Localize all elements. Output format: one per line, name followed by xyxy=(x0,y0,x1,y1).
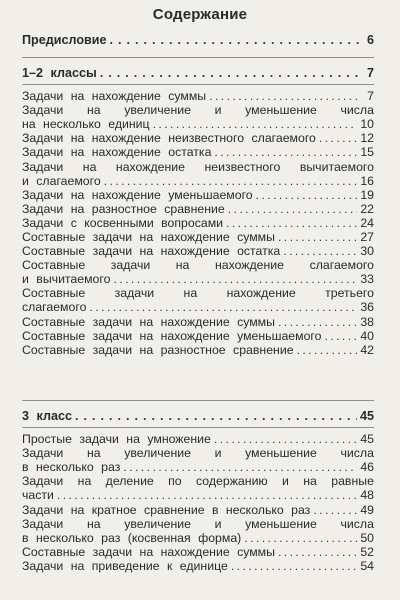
toc-entry-line xyxy=(22,258,374,272)
leader-dots xyxy=(226,216,357,230)
page-number: 50 xyxy=(360,530,374,545)
toc-entry-line xyxy=(22,286,374,300)
page-number: 16 xyxy=(360,173,374,188)
toc-entry-line xyxy=(22,117,374,131)
toc-entry-line xyxy=(22,329,374,343)
toc-entry-text: Задачи с косвенными вопросами xyxy=(22,215,224,230)
leader-dots xyxy=(283,244,357,258)
page-number: 19 xyxy=(360,187,374,202)
toc-entry-text: и слагаемого xyxy=(22,173,101,188)
section-divider xyxy=(22,400,374,401)
toc-entry[interactable] xyxy=(22,103,374,131)
toc-entry-text: в несколько раз (косвенная форма) xyxy=(22,530,242,545)
toc-entry[interactable] xyxy=(22,188,374,202)
page-number: 48 xyxy=(360,488,374,503)
toc-entry-line xyxy=(22,559,374,573)
toc-entry-line xyxy=(22,315,374,329)
toc-entry[interactable] xyxy=(22,474,374,502)
leader-dots xyxy=(278,545,357,559)
toc-entry-text: Задачи на нахождение суммы xyxy=(22,89,207,103)
leader-dots xyxy=(75,409,357,423)
page-number: 42 xyxy=(360,342,374,357)
toc-entry[interactable] xyxy=(22,89,374,103)
page-number: 38 xyxy=(360,314,374,329)
page-number: 10 xyxy=(360,117,374,132)
toc-entry[interactable] xyxy=(22,230,374,244)
leader-dots xyxy=(123,460,357,474)
toc-entry-text: на несколько единиц xyxy=(22,117,150,132)
toc-entry-text: части xyxy=(22,488,54,503)
toc-entry-line xyxy=(22,545,374,559)
leader-dots xyxy=(89,300,357,314)
page-number: 7 xyxy=(367,89,374,103)
page-number: 45 xyxy=(359,409,374,423)
page-number: 36 xyxy=(360,300,374,315)
toc-entry[interactable] xyxy=(22,559,374,573)
page-number: 7 xyxy=(366,66,374,80)
page-number: 46 xyxy=(360,460,374,475)
toc-entry-text: Составные задачи на разностное сравнение xyxy=(22,342,294,357)
page-number: 30 xyxy=(360,244,374,259)
toc-entry-text: Простые задачи на умножение xyxy=(22,432,211,446)
toc-entry-text: Составные задачи на нахождение остатка xyxy=(22,244,281,259)
leader-dots xyxy=(244,531,357,545)
page-number: 15 xyxy=(360,145,374,160)
toc-entry-line xyxy=(22,188,374,202)
page-number: 40 xyxy=(360,328,374,343)
leader-dots xyxy=(57,488,357,502)
toc-entry[interactable] xyxy=(22,446,374,474)
toc-entry-line xyxy=(22,300,374,314)
toc-section-label: 3 класс xyxy=(22,409,72,423)
toc-entry-line xyxy=(22,103,374,117)
toc-entry-text: слагаемого xyxy=(22,300,87,315)
toc-entry-line xyxy=(22,488,374,502)
toc-entry-text: Задачи на нахождение уменьшаемого xyxy=(22,187,253,202)
toc-entry-label: Предисловие xyxy=(22,33,107,47)
leader-dots xyxy=(231,559,357,573)
leader-dots xyxy=(100,66,361,80)
toc-entry[interactable] xyxy=(22,517,374,545)
leader-dots xyxy=(319,131,357,145)
toc-entry[interactable] xyxy=(22,258,374,286)
leader-dots xyxy=(278,230,357,244)
toc-entry-text: Задачи на нахождение остатка xyxy=(22,145,212,160)
toc-entry-line xyxy=(22,145,374,159)
leader-dots xyxy=(278,315,357,329)
toc-entry-line xyxy=(22,446,374,460)
toc-entry-text: Составные задачи на нахождение суммы xyxy=(22,544,275,559)
toc-entry-line xyxy=(22,531,374,545)
toc-entry[interactable] xyxy=(22,160,374,188)
toc-entry-text: Задачи на деление по содержанию и на равные xyxy=(22,474,374,489)
toc-entry-line xyxy=(22,174,374,188)
toc-entry[interactable] xyxy=(22,244,374,258)
toc-entry-line xyxy=(22,230,374,244)
toc-entry-line xyxy=(22,517,374,531)
toc-entry-text: и вычитаемого xyxy=(22,272,111,287)
toc-entry-text: Составные задачи на нахождение третьего xyxy=(22,286,374,301)
leader-dots xyxy=(214,145,357,159)
toc-entry-line xyxy=(22,503,374,517)
section-divider xyxy=(22,57,374,58)
leader-dots xyxy=(104,174,358,188)
toc-entry-text: Задачи на приведение к единице xyxy=(22,558,228,573)
page-title: Содержание xyxy=(152,6,248,23)
toc-section-1-2[interactable] xyxy=(22,66,374,80)
leader-dots xyxy=(313,503,357,517)
toc-entry-text: Составные задачи на нахождение суммы xyxy=(22,314,275,329)
toc-entry-line xyxy=(22,343,374,357)
page-number: 49 xyxy=(360,502,374,517)
toc-entry[interactable] xyxy=(22,343,374,357)
page-number: 27 xyxy=(360,230,374,244)
toc-entry-line xyxy=(22,160,374,174)
toc-entry-text: в несколько раз xyxy=(22,460,121,475)
page-number: 45 xyxy=(360,432,374,446)
page-number: 52 xyxy=(360,544,374,559)
toc-section-label: 1–2 классы xyxy=(22,66,97,80)
toc-entry-text: Задачи на нахождение неизвестного слагаемого xyxy=(22,131,316,146)
toc-entry[interactable] xyxy=(22,145,374,159)
toc-entry-line xyxy=(22,432,374,446)
page-number: 22 xyxy=(360,201,374,216)
toc-entry-text: Составные задачи на нахождение уменьшаемого xyxy=(22,328,322,343)
toc-entry[interactable] xyxy=(22,131,374,145)
toc-entry-line xyxy=(22,272,374,286)
toc-entry-foreword[interactable] xyxy=(22,33,374,47)
toc-entry-line xyxy=(22,89,374,103)
toc-entry-text: Задачи на кратное сравнение в несколько раз xyxy=(22,502,311,517)
leader-dots xyxy=(153,117,358,131)
toc-entry-text: Задачи на увеличение и уменьшение числа xyxy=(22,446,374,461)
section-divider xyxy=(22,84,374,85)
toc-entry-text: Задачи на увеличение и уменьшение числа xyxy=(22,103,374,118)
page-number: 12 xyxy=(360,131,374,146)
leader-dots xyxy=(214,432,357,446)
page-number: 6 xyxy=(366,33,374,47)
toc-entry[interactable] xyxy=(22,216,374,230)
leader-dots xyxy=(324,329,357,343)
leader-dots xyxy=(256,188,358,202)
toc-entry-line xyxy=(22,216,374,230)
leader-dots xyxy=(228,202,358,216)
toc-entry[interactable] xyxy=(22,545,374,559)
toc-entry-line xyxy=(22,131,374,145)
toc-entry-line xyxy=(22,460,374,474)
toc-entry[interactable] xyxy=(22,202,374,216)
toc-entry-line xyxy=(22,202,374,216)
toc-entry-line xyxy=(22,244,374,258)
toc-entry-line xyxy=(22,474,374,488)
toc-entry-text: Задачи на разностное сравнение xyxy=(22,201,225,216)
section-divider xyxy=(22,427,374,428)
toc-entry[interactable] xyxy=(22,432,374,446)
leader-dots xyxy=(209,89,361,103)
toc-entry[interactable] xyxy=(22,315,374,329)
leader-dots xyxy=(297,343,358,357)
leader-dots xyxy=(113,272,357,286)
leader-dots xyxy=(110,33,361,47)
toc-entry-text: Задачи на увеличение и уменьшение числа xyxy=(22,516,374,531)
page-number: 33 xyxy=(360,272,374,287)
toc-entry[interactable] xyxy=(22,329,374,343)
page-number: 54 xyxy=(360,558,374,573)
toc-entry-text: Задачи на нахождение неизвестного вычитаемого xyxy=(22,159,374,174)
toc-section-3[interactable] xyxy=(22,409,374,423)
toc-entry-text: Составные задачи на нахождение суммы xyxy=(22,230,275,244)
toc-entry[interactable] xyxy=(22,503,374,517)
toc-entry[interactable] xyxy=(22,286,374,314)
toc-entry-text: Составные задачи на нахождение слагаемого xyxy=(22,258,374,273)
page-number: 24 xyxy=(360,215,374,230)
